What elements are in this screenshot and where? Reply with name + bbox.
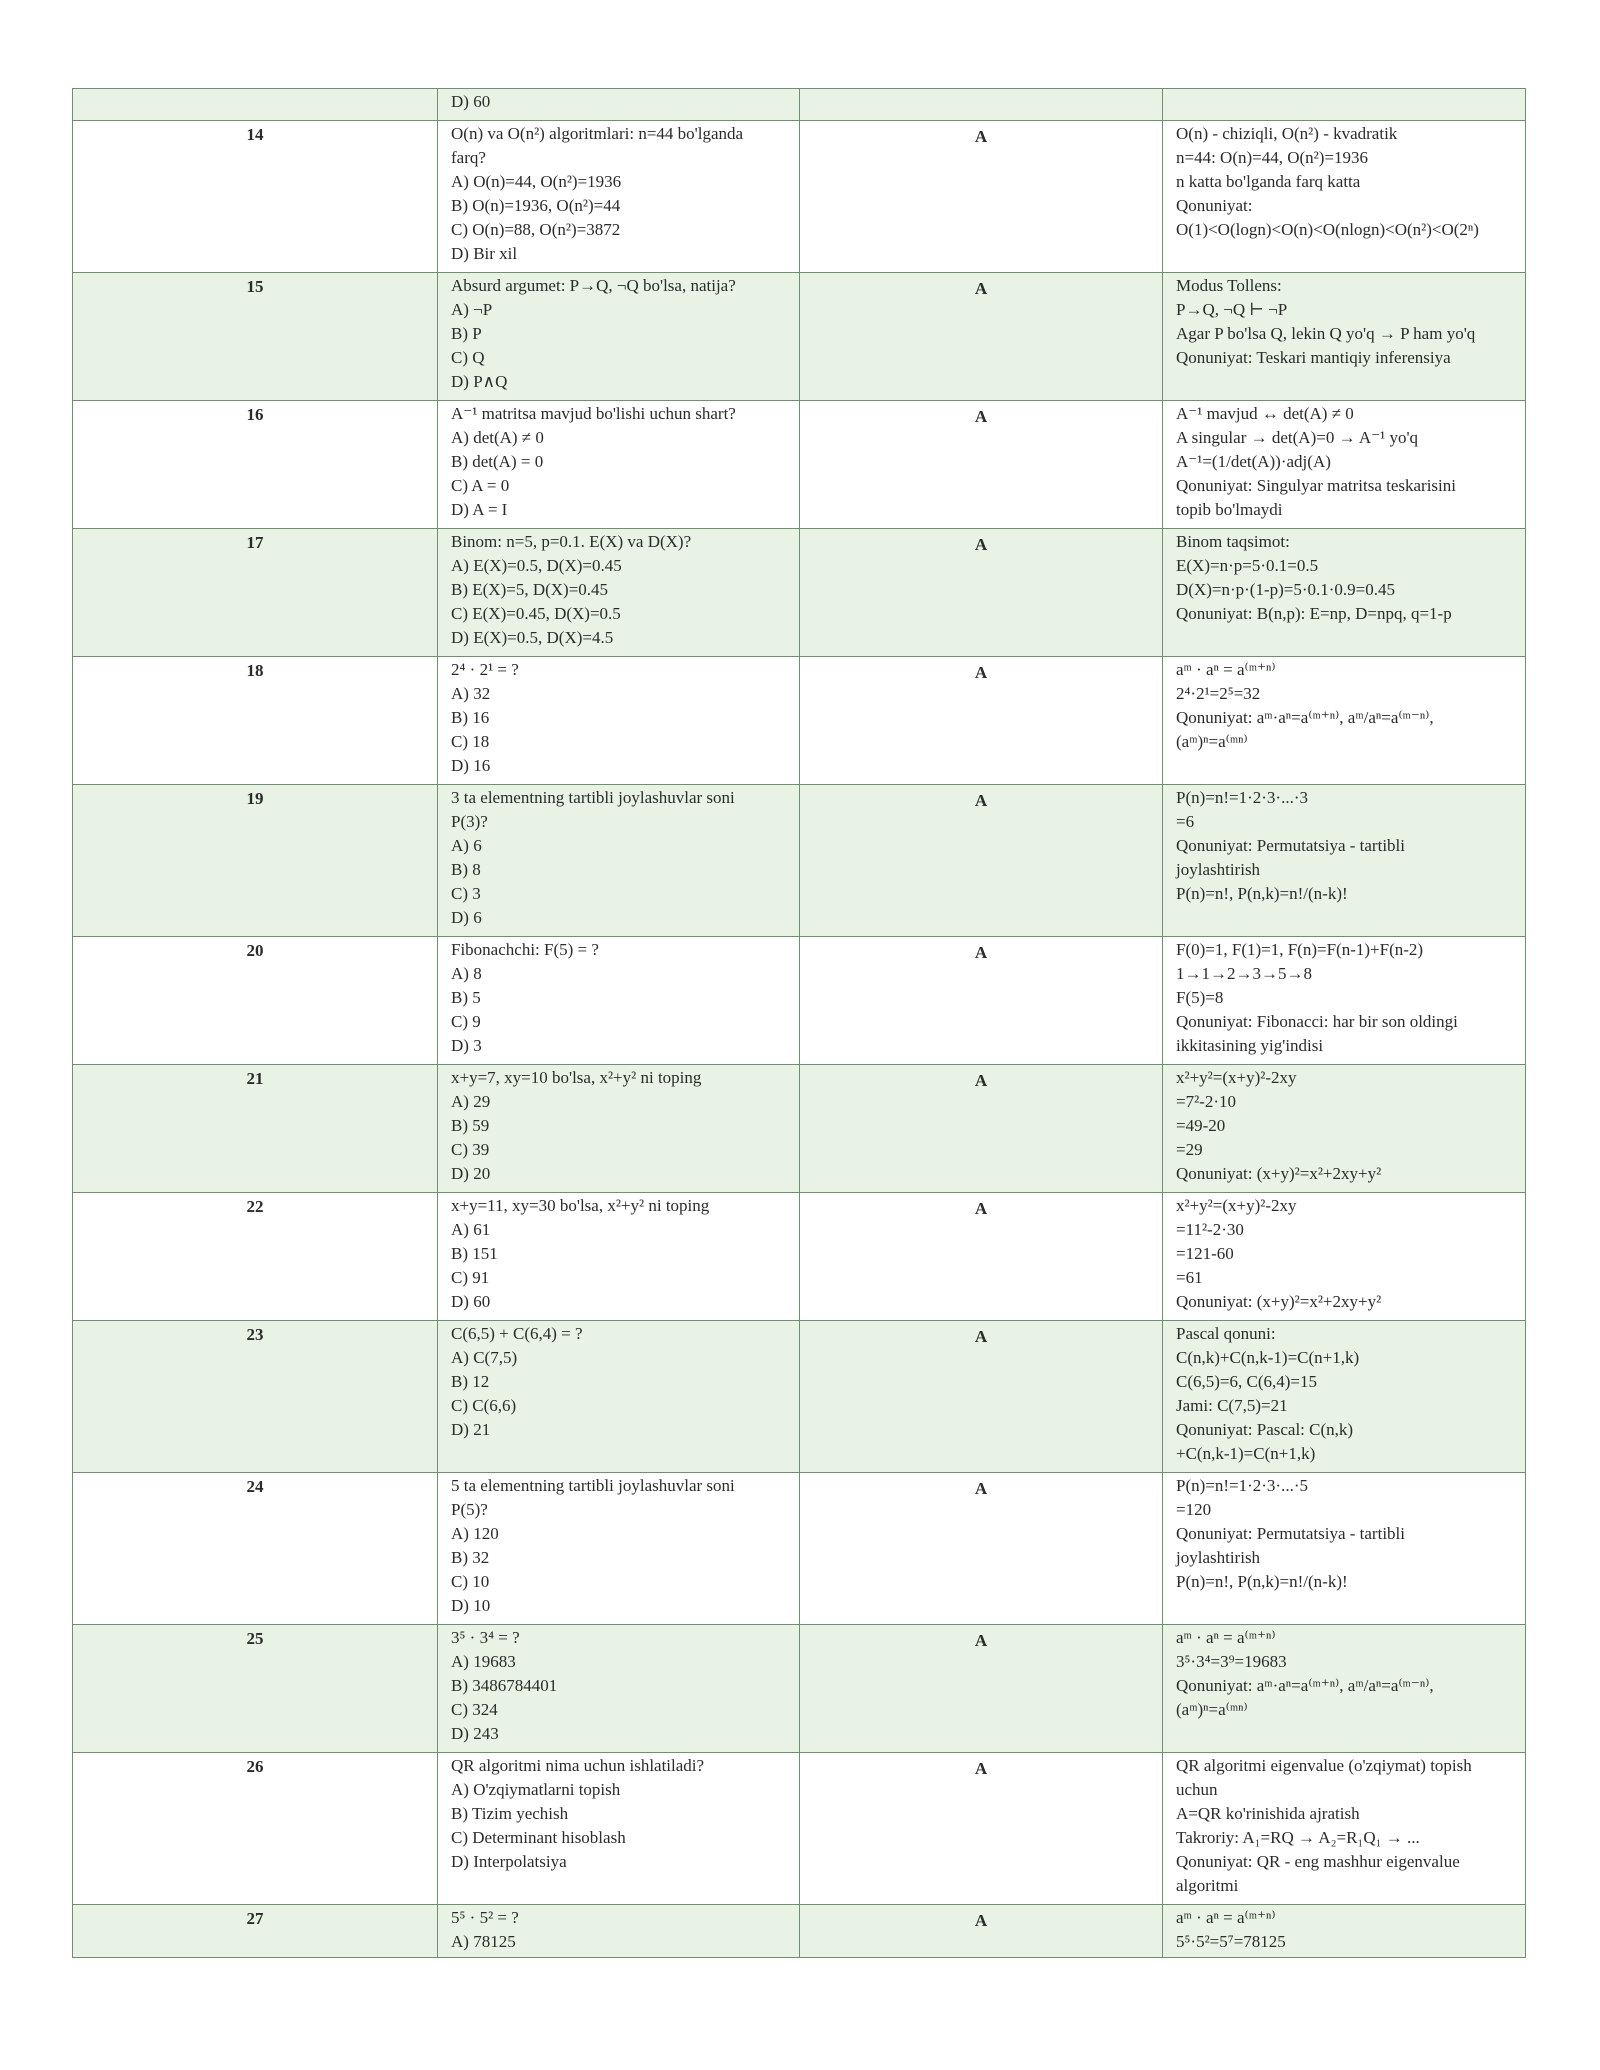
explanation-cell bbox=[1163, 1753, 1526, 1905]
question-line: P(5)? bbox=[451, 1500, 488, 1519]
question-line: B) 32 bbox=[451, 1548, 490, 1567]
explanation-line: aᵐ · aⁿ = a⁽ᵐ⁺ⁿ⁾ bbox=[1176, 1628, 1276, 1647]
explanation-line: P(n)=n!, P(n,k)=n!/(n-k)! bbox=[1176, 1572, 1348, 1591]
explanation-line: P→Q, ¬Q ⊢ ¬P bbox=[1176, 300, 1288, 319]
explanation-cell bbox=[1163, 657, 1526, 785]
question-line: A) 120 bbox=[451, 1524, 499, 1543]
question-line: D) Bir xil bbox=[451, 244, 518, 263]
question-line: D) E(X)=0.5, D(X)=4.5 bbox=[451, 628, 614, 647]
question-number: 26 bbox=[73, 1753, 438, 1905]
explanation-line: Jami: C(7,5)=21 bbox=[1176, 1396, 1288, 1415]
explanation-line: Binom taqsimot: bbox=[1176, 532, 1290, 551]
question-line: D) 20 bbox=[451, 1164, 491, 1183]
question-line: 5⁵ · 5² = ? bbox=[451, 1908, 519, 1927]
explanation-line: A⁻¹ mavjud ↔ det(A) ≠ 0 bbox=[1176, 404, 1354, 423]
question-number: 22 bbox=[73, 1193, 438, 1321]
question-row bbox=[73, 1905, 1526, 1958]
correct-answer: A bbox=[800, 273, 1163, 401]
question-line: B) O(n)=1936, O(n²)=44 bbox=[451, 196, 621, 215]
explanation-line: Pascal qonuni: bbox=[1176, 1324, 1276, 1343]
explanation-cell bbox=[1163, 937, 1526, 1065]
explanation-line: Modus Tollens: bbox=[1176, 276, 1282, 295]
explanation-line: =61 bbox=[1176, 1268, 1203, 1287]
question-number: 24 bbox=[73, 1473, 438, 1625]
question-line: Absurd argumet: P→Q, ¬Q bo'lsa, natija? bbox=[451, 276, 736, 295]
explanation-line: joylashtirish bbox=[1176, 1548, 1261, 1567]
question-cell bbox=[438, 1473, 800, 1625]
question-line: A) O'zqiymatlarni topish bbox=[451, 1780, 621, 1799]
explanation-cell bbox=[1163, 121, 1526, 273]
explanation-cell bbox=[1163, 529, 1526, 657]
question-line: x+y=11, xy=30 bo'lsa, x²+y² ni toping bbox=[451, 1196, 710, 1215]
question-line: D) 3 bbox=[451, 1036, 482, 1055]
explanation-line: Qonuniyat: (x+y)²=x²+2xy+y² bbox=[1176, 1292, 1382, 1311]
explanation-line: Qonuniyat: bbox=[1176, 196, 1253, 215]
explanation-line: A=QR ko'rinishida ajratish bbox=[1176, 1804, 1360, 1823]
explanation-line: +C(n,k-1)=C(n+1,k) bbox=[1176, 1444, 1316, 1463]
explanation-line: 1→1→2→3→5→8 bbox=[1176, 964, 1312, 983]
question-line: C) 3 bbox=[451, 884, 481, 903]
question-line: A) 78125 bbox=[451, 1932, 516, 1951]
question-line: A) O(n)=44, O(n²)=1936 bbox=[451, 172, 622, 191]
question-row bbox=[73, 937, 1526, 1065]
question-line: B) P bbox=[451, 324, 482, 343]
explanation-line: D(X)=n·p·(1-p)=5·0.1·0.9=0.45 bbox=[1176, 580, 1396, 599]
explanation-line: joylashtirish bbox=[1176, 860, 1261, 879]
explanation-line: C(6,5)=6, C(6,4)=15 bbox=[1176, 1372, 1317, 1391]
question-line: P(3)? bbox=[451, 812, 488, 831]
question-row bbox=[73, 273, 1526, 401]
explanation-cell bbox=[1163, 785, 1526, 937]
explanation-line: Qonuniyat: Permutatsiya - tartibli bbox=[1176, 836, 1405, 855]
question-row bbox=[73, 657, 1526, 785]
question-line: A) 19683 bbox=[451, 1652, 516, 1671]
explanation-line: P(n)=n!=1·2·3·...·3 bbox=[1176, 788, 1309, 807]
quiz-table bbox=[72, 88, 1526, 1958]
explanation-line: ikkitasining yig'indisi bbox=[1176, 1036, 1324, 1055]
explanation-line: 2⁴·2¹=2⁵=32 bbox=[1176, 684, 1261, 703]
question-line: D) 60 bbox=[451, 92, 491, 111]
explanation-line: E(X)=n·p=5·0.1=0.5 bbox=[1176, 556, 1319, 575]
question-number: 20 bbox=[73, 937, 438, 1065]
explanation-line: QR algoritmi eigenvalue (o'zqiymat) topish bbox=[1176, 1756, 1472, 1775]
explanation-cell bbox=[1163, 1321, 1526, 1473]
explanation-cell bbox=[1163, 89, 1526, 121]
question-row bbox=[73, 529, 1526, 657]
question-line: C) E(X)=0.45, D(X)=0.5 bbox=[451, 604, 621, 623]
question-cell bbox=[438, 657, 800, 785]
question-line: A) 32 bbox=[451, 684, 491, 703]
explanation-line: =29 bbox=[1176, 1140, 1203, 1159]
explanation-line: 5⁵·5²=5⁷=78125 bbox=[1176, 1932, 1286, 1951]
question-cell bbox=[438, 401, 800, 529]
explanation-line: Qonuniyat: Permutatsiya - tartibli bbox=[1176, 1524, 1405, 1543]
explanation-line: uchun bbox=[1176, 1780, 1218, 1799]
question-row bbox=[73, 121, 1526, 273]
question-row bbox=[73, 1065, 1526, 1193]
explanation-line: Qonuniyat: QR - eng mashhur eigenvalue bbox=[1176, 1852, 1460, 1871]
question-line: Fibonachchi: F(5) = ? bbox=[451, 940, 599, 959]
question-line: D) 6 bbox=[451, 908, 482, 927]
explanation-cell bbox=[1163, 1473, 1526, 1625]
explanation-line: Qonuniyat: B(n,p): E=np, D=npq, q=1-p bbox=[1176, 604, 1452, 623]
question-line: A⁻¹ matritsa mavjud bo'lishi uchun shart? bbox=[451, 404, 736, 423]
question-line: A) 61 bbox=[451, 1220, 491, 1239]
question-line: 2⁴ · 2¹ = ? bbox=[451, 660, 519, 679]
question-number: 17 bbox=[73, 529, 438, 657]
question-line: B) 3486784401 bbox=[451, 1676, 558, 1695]
correct-answer: A bbox=[800, 1473, 1163, 1625]
correct-answer: A bbox=[800, 1905, 1163, 1958]
explanation-line: 3⁵·3⁴=3⁹=19683 bbox=[1176, 1652, 1287, 1671]
correct-answer: A bbox=[800, 1065, 1163, 1193]
question-cell bbox=[438, 1753, 800, 1905]
explanation-line: (aᵐ)ⁿ=a⁽ᵐⁿ⁾ bbox=[1176, 1700, 1248, 1719]
explanation-line: O(1)<O(logn)<O(n)<O(nlogn)<O(n²)<O(2ⁿ) bbox=[1176, 220, 1479, 239]
question-row bbox=[73, 785, 1526, 937]
question-line: O(n) va O(n²) algoritmlari: n=44 bo'lganda bbox=[451, 124, 744, 143]
question-line: B) 8 bbox=[451, 860, 481, 879]
explanation-line: n katta bo'lganda farq katta bbox=[1176, 172, 1361, 191]
question-cell bbox=[438, 1065, 800, 1193]
explanation-line: P(n)=n!=1·2·3·...·5 bbox=[1176, 1476, 1309, 1495]
explanation-line: O(n) - chiziqli, O(n²) - kvadratik bbox=[1176, 124, 1398, 143]
question-row bbox=[73, 401, 1526, 529]
question-line: C) 10 bbox=[451, 1572, 490, 1591]
explanation-line: P(n)=n!, P(n,k)=n!/(n-k)! bbox=[1176, 884, 1348, 903]
question-number: 21 bbox=[73, 1065, 438, 1193]
question-line: farq? bbox=[451, 148, 486, 167]
question-row bbox=[73, 89, 1526, 121]
question-line: B) 151 bbox=[451, 1244, 498, 1263]
question-cell bbox=[438, 1193, 800, 1321]
question-cell bbox=[438, 1905, 800, 1958]
question-line: B) Tizim yechish bbox=[451, 1804, 569, 1823]
question-cell bbox=[438, 121, 800, 273]
question-cell bbox=[438, 89, 800, 121]
correct-answer: A bbox=[800, 121, 1163, 273]
question-line: B) 5 bbox=[451, 988, 481, 1007]
question-line: D) 10 bbox=[451, 1596, 491, 1615]
question-number: 25 bbox=[73, 1625, 438, 1753]
question-line: B) 59 bbox=[451, 1116, 490, 1135]
question-number: 27 bbox=[73, 1905, 438, 1958]
question-line: C) C(6,6) bbox=[451, 1396, 517, 1415]
explanation-line: Qonuniyat: aᵐ·aⁿ=a⁽ᵐ⁺ⁿ⁾, aᵐ/aⁿ=a⁽ᵐ⁻ⁿ⁾, bbox=[1176, 708, 1434, 727]
explanation-line: F(5)=8 bbox=[1176, 988, 1224, 1007]
question-row bbox=[73, 1753, 1526, 1905]
question-number bbox=[73, 89, 438, 121]
question-line: D) Interpolatsiya bbox=[451, 1852, 567, 1871]
explanation-line: algoritmi bbox=[1176, 1876, 1239, 1895]
explanation-line: =49-20 bbox=[1176, 1116, 1226, 1135]
question-row bbox=[73, 1321, 1526, 1473]
explanation-line: aᵐ · aⁿ = a⁽ᵐ⁺ⁿ⁾ bbox=[1176, 1908, 1276, 1927]
correct-answer: A bbox=[800, 1321, 1163, 1473]
question-line: C(6,5) + C(6,4) = ? bbox=[451, 1324, 583, 1343]
explanation-line: x²+y²=(x+y)²-2xy bbox=[1176, 1196, 1297, 1215]
question-line: D) A = I bbox=[451, 500, 508, 519]
explanation-line: Qonuniyat: Fibonacci: har bir son oldingi bbox=[1176, 1012, 1458, 1031]
question-line: C) 18 bbox=[451, 732, 490, 751]
question-cell bbox=[438, 785, 800, 937]
question-row bbox=[73, 1625, 1526, 1753]
explanation-line: =120 bbox=[1176, 1500, 1212, 1519]
question-number: 23 bbox=[73, 1321, 438, 1473]
question-line: 3⁵ · 3⁴ = ? bbox=[451, 1628, 520, 1647]
question-line: A) 8 bbox=[451, 964, 482, 983]
correct-answer: A bbox=[800, 529, 1163, 657]
explanation-line: Qonuniyat: Singulyar matritsa teskarisini bbox=[1176, 476, 1456, 495]
explanation-cell bbox=[1163, 1193, 1526, 1321]
explanation-line: =11²-2·30 bbox=[1176, 1220, 1244, 1239]
explanation-line: Qonuniyat: Teskari mantiqiy inferensiya bbox=[1176, 348, 1451, 367]
question-line: C) O(n)=88, O(n²)=3872 bbox=[451, 220, 621, 239]
question-line: C) Determinant hisoblash bbox=[451, 1828, 626, 1847]
question-line: B) E(X)=5, D(X)=0.45 bbox=[451, 580, 609, 599]
explanation-line: topib bo'lmaydi bbox=[1176, 500, 1283, 519]
question-line: B) 12 bbox=[451, 1372, 490, 1391]
question-line: A) 29 bbox=[451, 1092, 491, 1111]
question-number: 16 bbox=[73, 401, 438, 529]
question-row bbox=[73, 1193, 1526, 1321]
question-cell bbox=[438, 1625, 800, 1753]
question-line: D) 16 bbox=[451, 756, 491, 775]
question-number: 14 bbox=[73, 121, 438, 273]
explanation-line: F(0)=1, F(1)=1, F(n)=F(n-1)+F(n-2) bbox=[1176, 940, 1424, 959]
question-line: Binom: n=5, p=0.1. E(X) va D(X)? bbox=[451, 532, 692, 551]
question-line: A) C(7,5) bbox=[451, 1348, 518, 1367]
correct-answer: A bbox=[800, 1625, 1163, 1753]
question-line: A) det(A) ≠ 0 bbox=[451, 428, 544, 447]
explanation-line: Takroriy: A₁=RQ → A₂=R₁Q₁ → ... bbox=[1176, 1828, 1420, 1847]
explanation-line: aᵐ · aⁿ = a⁽ᵐ⁺ⁿ⁾ bbox=[1176, 660, 1276, 679]
question-number: 15 bbox=[73, 273, 438, 401]
correct-answer: A bbox=[800, 785, 1163, 937]
question-number: 18 bbox=[73, 657, 438, 785]
explanation-line: C(n,k)+C(n,k-1)=C(n+1,k) bbox=[1176, 1348, 1360, 1367]
question-line: C) 324 bbox=[451, 1700, 498, 1719]
explanation-line: A⁻¹=(1/det(A))·adj(A) bbox=[1176, 452, 1331, 471]
explanation-cell bbox=[1163, 401, 1526, 529]
explanation-line: Agar P bo'lsa Q, lekin Q yo'q → P ham yo'q bbox=[1176, 324, 1476, 343]
explanation-line: A singular → det(A)=0 → A⁻¹ yo'q bbox=[1176, 428, 1419, 447]
explanation-line: Qonuniyat: aᵐ·aⁿ=a⁽ᵐ⁺ⁿ⁾, aᵐ/aⁿ=a⁽ᵐ⁻ⁿ⁾, bbox=[1176, 1676, 1434, 1695]
question-line: B) det(A) = 0 bbox=[451, 452, 544, 471]
explanation-cell bbox=[1163, 1625, 1526, 1753]
question-line: C) 9 bbox=[451, 1012, 481, 1031]
question-line: C) 39 bbox=[451, 1140, 490, 1159]
question-row bbox=[73, 1473, 1526, 1625]
explanation-line: =7²-2·10 bbox=[1176, 1092, 1237, 1111]
question-line: C) A = 0 bbox=[451, 476, 510, 495]
explanation-line: Qonuniyat: Pascal: C(n,k) bbox=[1176, 1420, 1354, 1439]
correct-answer: A bbox=[800, 657, 1163, 785]
explanation-line: x²+y²=(x+y)²-2xy bbox=[1176, 1068, 1297, 1087]
explanation-line: =121-60 bbox=[1176, 1244, 1234, 1263]
explanation-line: (aᵐ)ⁿ=a⁽ᵐⁿ⁾ bbox=[1176, 732, 1248, 751]
explanation-cell bbox=[1163, 1905, 1526, 1958]
correct-answer: A bbox=[800, 1193, 1163, 1321]
question-line: A) ¬P bbox=[451, 300, 493, 319]
correct-answer bbox=[800, 89, 1163, 121]
question-number: 19 bbox=[73, 785, 438, 937]
question-line: QR algoritmi nima uchun ishlatiladi? bbox=[451, 1756, 705, 1775]
question-line: A) E(X)=0.5, D(X)=0.45 bbox=[451, 556, 622, 575]
correct-answer: A bbox=[800, 401, 1163, 529]
explanation-line: Qonuniyat: (x+y)²=x²+2xy+y² bbox=[1176, 1164, 1382, 1183]
question-line: D) P∧Q bbox=[451, 372, 508, 391]
question-line: 5 ta elementning tartibli joylashuvlar soni bbox=[451, 1476, 735, 1495]
question-line: x+y=7, xy=10 bo'lsa, x²+y² ni toping bbox=[451, 1068, 702, 1087]
question-cell bbox=[438, 529, 800, 657]
question-line: B) 16 bbox=[451, 708, 490, 727]
question-cell bbox=[438, 273, 800, 401]
question-line: D) 21 bbox=[451, 1420, 491, 1439]
question-cell bbox=[438, 937, 800, 1065]
correct-answer: A bbox=[800, 1753, 1163, 1905]
question-line: C) Q bbox=[451, 348, 485, 367]
explanation-line: =6 bbox=[1176, 812, 1195, 831]
question-cell bbox=[438, 1321, 800, 1473]
question-line: D) 243 bbox=[451, 1724, 499, 1743]
explanation-cell bbox=[1163, 273, 1526, 401]
question-line: 3 ta elementning tartibli joylashuvlar soni bbox=[451, 788, 735, 807]
correct-answer: A bbox=[800, 937, 1163, 1065]
quiz-table-body bbox=[73, 89, 1526, 1958]
explanation-line: n=44: O(n)=44, O(n²)=1936 bbox=[1176, 148, 1369, 167]
question-line: C) 91 bbox=[451, 1268, 490, 1287]
question-line: D) 60 bbox=[451, 1292, 491, 1311]
explanation-cell bbox=[1163, 1065, 1526, 1193]
question-line: A) 6 bbox=[451, 836, 482, 855]
